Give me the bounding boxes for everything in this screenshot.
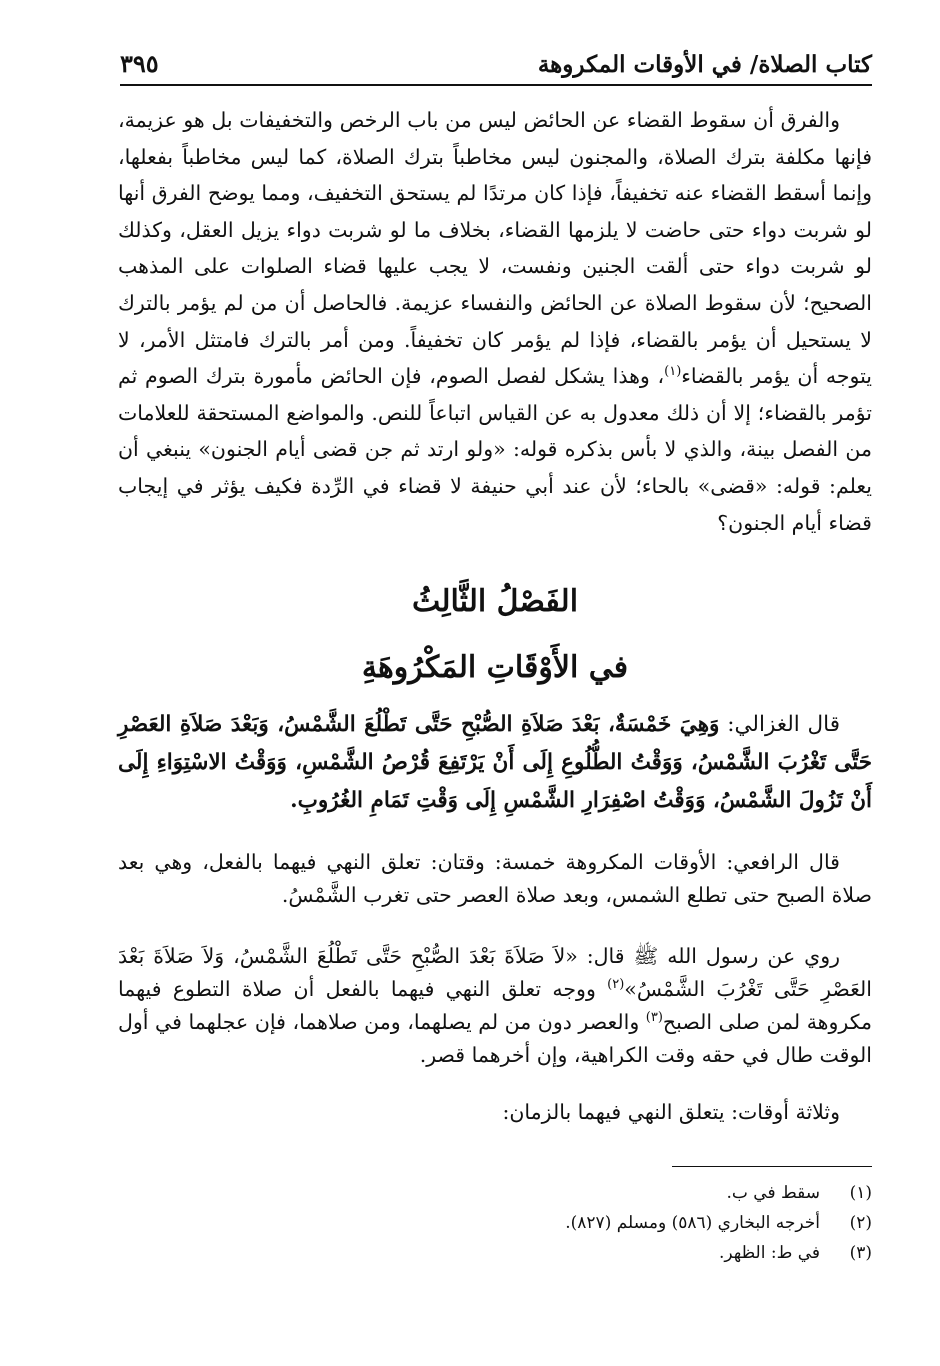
hadith-text: روي عن رسول الله ﷺ قال: «لاَ صَلاَةَ بَعْدَ الصُّبْحِ حَتَّى تَطْلُعَ الشَّمْسُ، وَلاَ صَلاَةَ بَعْدَ العَصْرِ حَتَّى تَغْرُبَ الشَّمْسُ»	[118, 944, 872, 1001]
commentary-paragraph	[118, 102, 872, 541]
footnote-number: (١)	[849, 1183, 872, 1203]
ghazali-section	[118, 706, 872, 820]
footnote-text: في ط: الظهر.	[718, 1243, 820, 1263]
paragraph-text-cont: ، وهذا يشكل لفصل الصوم، فإن الحائض مأمورة بترك الصوم ثم تؤمر بالقضاء؛ إلا أن ذلك معدول به عن القياس اتباعاً للنص. والمواضع المستحقة للعلامات من الفصل بينة، والذي لا بأس بذكره قوله: «ولو ارتد ثم جن قضى أيام الجنون» ينبغي أن يعلم: قوله: «قضى» بالحاء؛ لأن عند أبي حنيفة لا قضاء في الرِّدة فكيف يؤثر في إيجاب قضاء أيام الجنون؟	[118, 364, 872, 535]
hadith-paragraph	[118, 940, 872, 1072]
running-head: كتاب الصلاة/ في الأوقات المكروهة	[537, 51, 872, 78]
footnotes-list	[300, 1178, 872, 1268]
footnote-item	[300, 1238, 872, 1268]
paragraph-text: والفرق أن سقوط القضاء عن الحائض ليس من باب الرخص والتخفيفات بل هو عزيمة، فإنها مكلفة بترك الصلاة، والمجنون ليس مخاطباً بترك الصلاة، كما ليس مخاطباً بفعلها، وإنما أسقط القضاء عنه تخفيفاً، فإذا كان مرتدًا لم يستحق التخفيف، ومما يوضح الفرق أنها لو شربت دواء حتى حاضت لا يلزمها القضاء، بخلاف ما لو شربت دواء يزيل العقل، وكذلك لو شربت دواء حتى ألقت الجنين ونفست، لا يجب عليها قضاء الصلوات على المذهب الصحيح؛ لأن سقوط الصلاة عن الحائض والنفساء عزيمة. فالحاصل أن من لم يؤمر بالترك لا يستحيل أن يؤمر بالقضاء، فإذا لم يؤمر كان تخفيفاً. ومن أمر بالترك فامتثل الأمر، لا يتوجه أن يؤمر بالقضاء	[118, 108, 872, 389]
ghazali-speaker: قال الغزالي:	[727, 712, 840, 737]
three-times-paragraph: وثلاثة أوقات: يتعلق النهي فيهما بالزمان:	[502, 1100, 840, 1124]
hadith-text-cont: ووجه تعلق النهي فيهما بالفعل أن صلاة التطوع فيهما مكروهة لمن صلى الصبح	[118, 977, 873, 1034]
ghazali-paragraph	[118, 706, 872, 820]
ghazali-text: وَهِيَ خَمْسَةٌ، بَعْدَ صَلاَةِ الصُّبْحِ حَتَّى تَطْلُعَ الشَّمْسُ، وَبَعْدَ صَلاَةِ العَصْرِ حَتَّى تَغْرُبَ الشَّمْسُ، وَوَقْتُ الطُّلُوعِ إِلَى أَنْ يَرْتَفِعَ قُرْصُ الشَّمْسِ، وَوَقْتُ الاسْتِوَاءِ إِلَى أَنْ تَزُولَ الشَّمْسُ، وَوَقْتُ اصْفِرَارِ الشَّمْسِ إِلَى وَقْتِ تَمَامِ الغُرُوبِ.	[118, 712, 872, 813]
three-times-section	[118, 1096, 872, 1129]
footnote-number: (٣)	[849, 1243, 872, 1263]
footnote-item	[300, 1178, 872, 1208]
hadith-text-end: والعصر دون من لم يصلهما، ومن صلاهما، فإن عجلهما في أول الوقت طال في حقه وقت الكراهية، وإن أخرهما قصر.	[118, 1010, 872, 1067]
footnote-divider	[672, 1166, 872, 1167]
commentary-text	[118, 102, 872, 541]
footnote-marker-2: (٢)	[607, 977, 625, 993]
footnote-marker-3: (٣)	[645, 1010, 663, 1026]
rafii-section	[118, 846, 872, 912]
page-header	[120, 44, 872, 86]
page-number: ٣٩٥	[120, 49, 159, 78]
footnote-marker-1: (١)	[664, 364, 682, 380]
chapter-subtitle: في الأَوْقَاتِ المَكْرُوهَةِ	[361, 650, 629, 685]
footnote-text: سقط في ب.	[726, 1183, 820, 1203]
hadith-section	[118, 940, 872, 1072]
footnote-item	[300, 1208, 872, 1238]
footnote-text: أخرجه البخاري (٥٨٦) ومسلم (٨٢٧).	[565, 1213, 820, 1233]
chapter-title: الفَصْلُ الثَّالِثُ	[411, 584, 579, 619]
footnote-number: (٢)	[849, 1213, 872, 1233]
rafii-paragraph: قال الرافعي: الأوقات المكروهة خمسة: وقتان: تعلق النهي فيهما بالفعل، وهي بعد صلاة الصبح حتى تطلع الشمس، وبعد صلاة العصر حتى تغرب الشَّمْسُ.	[118, 850, 872, 907]
